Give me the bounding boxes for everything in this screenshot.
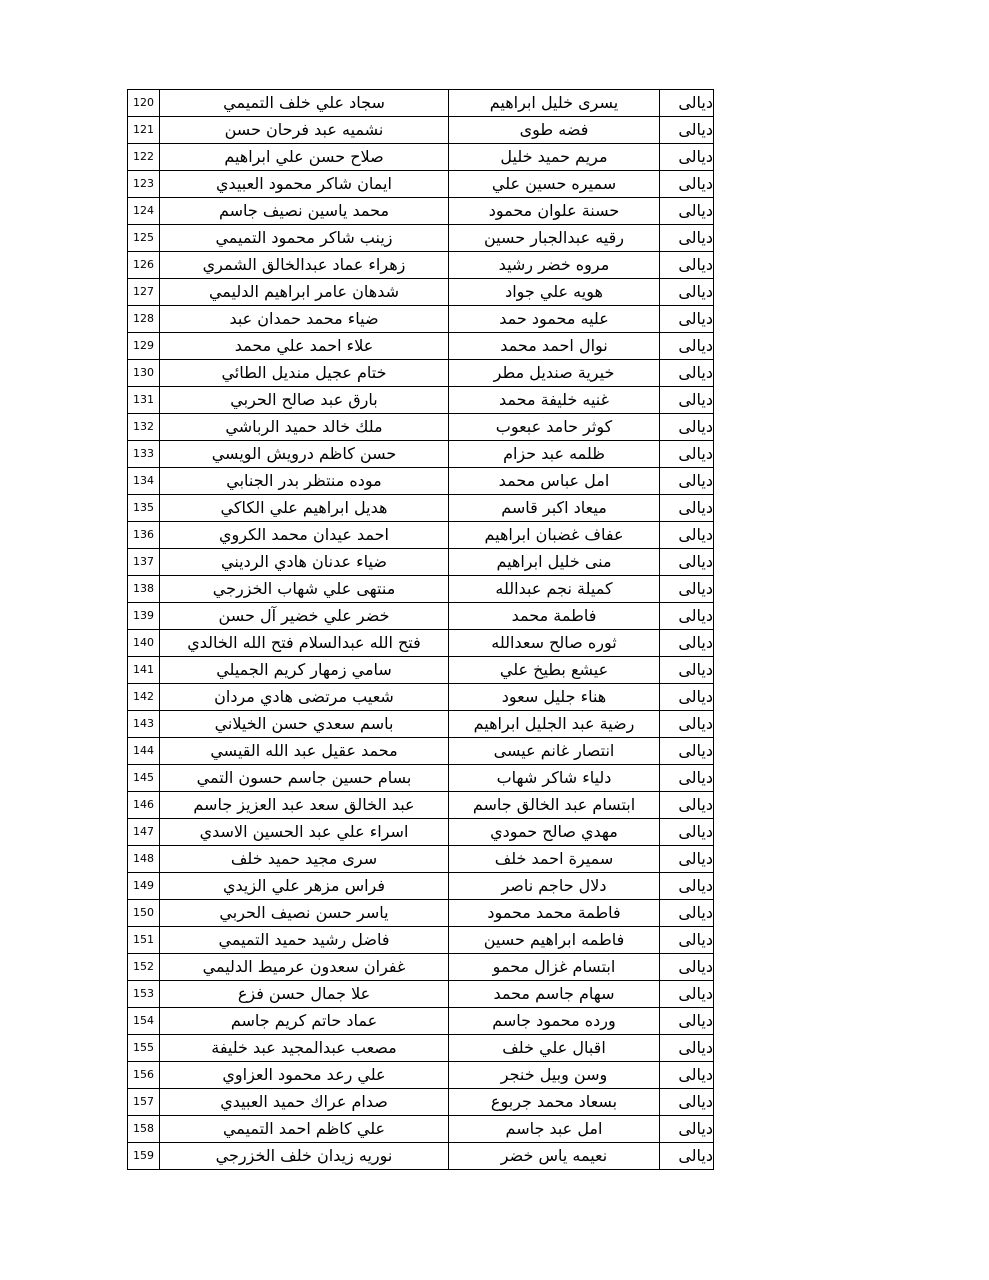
governorate-cell: ديالى [660, 1008, 714, 1035]
person-name-cell: عبد الخالق سعد عبد العزيز جاسم [160, 792, 449, 819]
row-number: 133 [128, 441, 160, 468]
governorate-cell: ديالى [660, 900, 714, 927]
governorate-cell: ديالى [660, 873, 714, 900]
table-row [128, 1089, 714, 1116]
table-row [128, 522, 714, 549]
row-number: 153 [128, 981, 160, 1008]
table-row [128, 387, 714, 414]
row-number: 127 [128, 279, 160, 306]
table-row [128, 873, 714, 900]
person-name-cell: شدهان عامر ابراهيم الدليمي [160, 279, 449, 306]
governorate-cell: ديالى [660, 711, 714, 738]
person-name-cell: نوريه زيدان خلف الخزرجي [160, 1143, 449, 1170]
mother-name-cell: ظلمه عبد حزام [449, 441, 660, 468]
person-name-cell: علا جمال حسن فزع [160, 981, 449, 1008]
row-number: 145 [128, 765, 160, 792]
governorate-cell: ديالى [660, 819, 714, 846]
person-name-cell: احمد عيدان محمد الكروي [160, 522, 449, 549]
row-number: 121 [128, 117, 160, 144]
governorate-cell: ديالى [660, 1089, 714, 1116]
governorate-cell: ديالى [660, 495, 714, 522]
row-number: 137 [128, 549, 160, 576]
mother-name-cell: نعيمه ياس خضر [449, 1143, 660, 1170]
mother-name-cell: اقبال علي خلف [449, 1035, 660, 1062]
row-number: 126 [128, 252, 160, 279]
mother-name-cell: ميعاد اكبر قاسم [449, 495, 660, 522]
row-number: 122 [128, 144, 160, 171]
mother-name-cell: دلياء شاكر شهاب [449, 765, 660, 792]
person-name-cell: شعيب مرتضى هادي مردان [160, 684, 449, 711]
mother-name-cell: بسعاد محمد جربوع [449, 1089, 660, 1116]
governorate-cell: ديالى [660, 1035, 714, 1062]
row-number: 123 [128, 171, 160, 198]
row-number: 135 [128, 495, 160, 522]
person-name-cell: موده منتظر بدر الجنابي [160, 468, 449, 495]
governorate-cell: ديالى [660, 468, 714, 495]
person-name-cell: منتهى علي شهاب الخزرجي [160, 576, 449, 603]
governorate-cell: ديالى [660, 279, 714, 306]
table-row [128, 144, 714, 171]
governorate-cell: ديالى [660, 684, 714, 711]
table-row [128, 360, 714, 387]
governorate-cell: ديالى [660, 846, 714, 873]
mother-name-cell: كوثر حامد عبعوب [449, 414, 660, 441]
mother-name-cell: فاطمه ابراهيم حسين [449, 927, 660, 954]
mother-name-cell: فاطمة محمد [449, 603, 660, 630]
table-row [128, 954, 714, 981]
mother-name-cell: ابتسام عبد الخالق جاسم [449, 792, 660, 819]
governorate-cell: ديالى [660, 144, 714, 171]
row-number: 157 [128, 1089, 160, 1116]
person-name-cell: ياسر حسن نصيف الحربي [160, 900, 449, 927]
person-name-cell: صلاح حسن علي ابراهيم [160, 144, 449, 171]
person-name-cell: سامي زمهار كريم الجميلي [160, 657, 449, 684]
person-name-cell: نشميه عبد فرحان حسن [160, 117, 449, 144]
person-name-cell: زهراء عماد عبدالخالق الشمري [160, 252, 449, 279]
governorate-cell: ديالى [660, 117, 714, 144]
governorate-cell: ديالى [660, 360, 714, 387]
table-row [128, 549, 714, 576]
mother-name-cell: فضه طوى [449, 117, 660, 144]
governorate-cell: ديالى [660, 198, 714, 225]
table-row [128, 1116, 714, 1143]
governorate-cell: ديالى [660, 252, 714, 279]
mother-name-cell: امل عبد جاسم [449, 1116, 660, 1143]
row-number: 148 [128, 846, 160, 873]
governorate-cell: ديالى [660, 441, 714, 468]
row-number: 143 [128, 711, 160, 738]
row-number: 138 [128, 576, 160, 603]
row-number: 159 [128, 1143, 160, 1170]
row-number: 147 [128, 819, 160, 846]
governorate-cell: ديالى [660, 630, 714, 657]
mother-name-cell: هويه علي جواد [449, 279, 660, 306]
person-name-cell: اسراء علي عبد الحسين الاسدي [160, 819, 449, 846]
mother-name-cell: مروه خضر رشيد [449, 252, 660, 279]
row-number: 144 [128, 738, 160, 765]
person-name-cell: حسن كاظم درويش الويسي [160, 441, 449, 468]
person-name-cell: محمد عقيل عبد الله القيسي [160, 738, 449, 765]
mother-name-cell: ورده محمود جاسم [449, 1008, 660, 1035]
row-number: 142 [128, 684, 160, 711]
person-name-cell: عماد حاتم كريم جاسم [160, 1008, 449, 1035]
mother-name-cell: عفاف غضبان ابراهيم [449, 522, 660, 549]
table-row [128, 198, 714, 225]
mother-name-cell: سهام جاسم محمد [449, 981, 660, 1008]
row-number: 155 [128, 1035, 160, 1062]
mother-name-cell: هناء جليل سعود [449, 684, 660, 711]
governorate-cell: ديالى [660, 603, 714, 630]
governorate-cell: ديالى [660, 576, 714, 603]
table-row [128, 252, 714, 279]
row-number: 152 [128, 954, 160, 981]
person-name-cell: علي رعد محمود العزاوي [160, 1062, 449, 1089]
governorate-cell: ديالى [660, 414, 714, 441]
governorate-cell: ديالى [660, 792, 714, 819]
mother-name-cell: سميرة احمد خلف [449, 846, 660, 873]
governorate-cell: ديالى [660, 522, 714, 549]
governorate-cell: ديالى [660, 387, 714, 414]
table-row [128, 792, 714, 819]
names-table [127, 89, 714, 1170]
person-name-cell: هديل ابراهيم علي الكاكي [160, 495, 449, 522]
row-number: 139 [128, 603, 160, 630]
table-row [128, 171, 714, 198]
governorate-cell: ديالى [660, 549, 714, 576]
table-row [128, 846, 714, 873]
mother-name-cell: فاطمة محمد محمود [449, 900, 660, 927]
person-name-cell: ايمان شاكر محمود العبيدي [160, 171, 449, 198]
table-row [128, 1008, 714, 1035]
table-row [128, 711, 714, 738]
person-name-cell: سجاد علي خلف التميمي [160, 90, 449, 117]
table-body [128, 90, 714, 1170]
table-row [128, 684, 714, 711]
table-row [128, 738, 714, 765]
mother-name-cell: انتصار غانم عيسى [449, 738, 660, 765]
row-number: 124 [128, 198, 160, 225]
mother-name-cell: غنيه خليفة محمد [449, 387, 660, 414]
mother-name-cell: خيرية صنديل مطر [449, 360, 660, 387]
table-row [128, 441, 714, 468]
row-number: 129 [128, 333, 160, 360]
person-name-cell: سرى مجيد حميد خلف [160, 846, 449, 873]
person-name-cell: غفران سعدون عرميط الدليمي [160, 954, 449, 981]
table-row [128, 765, 714, 792]
table-row [128, 819, 714, 846]
mother-name-cell: مهدي صالح حمودي [449, 819, 660, 846]
person-name-cell: فاضل رشيد حميد التميمي [160, 927, 449, 954]
person-name-cell: بسام حسين جاسم حسون التمي [160, 765, 449, 792]
row-number: 151 [128, 927, 160, 954]
person-name-cell: مصعب عبدالمجيد عبد خليفة [160, 1035, 449, 1062]
table-row [128, 630, 714, 657]
row-number: 154 [128, 1008, 160, 1035]
mother-name-cell: يسرى خليل ابراهيم [449, 90, 660, 117]
row-number: 130 [128, 360, 160, 387]
table-row [128, 279, 714, 306]
governorate-cell: ديالى [660, 738, 714, 765]
mother-name-cell: ابتسام غزال محمو [449, 954, 660, 981]
table-row [128, 468, 714, 495]
governorate-cell: ديالى [660, 954, 714, 981]
governorate-cell: ديالى [660, 765, 714, 792]
governorate-cell: ديالى [660, 981, 714, 1008]
table-row [128, 603, 714, 630]
person-name-cell: ختام عجيل منديل الطائي [160, 360, 449, 387]
mother-name-cell: رضية عبد الجليل ابراهيم [449, 711, 660, 738]
mother-name-cell: عيشع بطيخ علي [449, 657, 660, 684]
table-row [128, 900, 714, 927]
row-number: 146 [128, 792, 160, 819]
mother-name-cell: عليه محمود حمد [449, 306, 660, 333]
row-number: 131 [128, 387, 160, 414]
governorate-cell: ديالى [660, 1116, 714, 1143]
governorate-cell: ديالى [660, 1062, 714, 1089]
mother-name-cell: حسنة علوان محمود [449, 198, 660, 225]
person-name-cell: ضياء محمد حمدان عبد [160, 306, 449, 333]
governorate-cell: ديالى [660, 333, 714, 360]
mother-name-cell: امل عباس محمد [449, 468, 660, 495]
person-name-cell: خضر علي خضير آل حسن [160, 603, 449, 630]
mother-name-cell: رقيه عبدالجبار حسين [449, 225, 660, 252]
governorate-cell: ديالى [660, 225, 714, 252]
mother-name-cell: نوال احمد محمد [449, 333, 660, 360]
person-name-cell: بارق عبد صالح الحربي [160, 387, 449, 414]
table-row [128, 576, 714, 603]
person-name-cell: ضياء عدنان هادي الرديني [160, 549, 449, 576]
row-number: 136 [128, 522, 160, 549]
governorate-cell: ديالى [660, 1143, 714, 1170]
table-row [128, 1035, 714, 1062]
row-number: 150 [128, 900, 160, 927]
mother-name-cell: سميره حسين علي [449, 171, 660, 198]
row-number: 125 [128, 225, 160, 252]
governorate-cell: ديالى [660, 657, 714, 684]
table-row [128, 927, 714, 954]
person-name-cell: ملك خالد حميد الرباشي [160, 414, 449, 441]
row-number: 149 [128, 873, 160, 900]
table-row [128, 414, 714, 441]
row-number: 156 [128, 1062, 160, 1089]
table-row [128, 90, 714, 117]
row-number: 140 [128, 630, 160, 657]
person-name-cell: صدام عراك حميد العبيدي [160, 1089, 449, 1116]
row-number: 128 [128, 306, 160, 333]
row-number: 120 [128, 90, 160, 117]
table-row [128, 306, 714, 333]
row-number: 134 [128, 468, 160, 495]
person-name-cell: علي كاظم احمد التميمي [160, 1116, 449, 1143]
table-row [128, 117, 714, 144]
mother-name-cell: وسن وبيل خنجر [449, 1062, 660, 1089]
table-row [128, 495, 714, 522]
row-number: 158 [128, 1116, 160, 1143]
table-row [128, 1062, 714, 1089]
table-row [128, 981, 714, 1008]
person-name-cell: زينب شاكر محمود التميمي [160, 225, 449, 252]
person-name-cell: فراس مزهر علي الزيدي [160, 873, 449, 900]
person-name-cell: علاء احمد علي محمد [160, 333, 449, 360]
mother-name-cell: ثوره صالح سعدالله [449, 630, 660, 657]
row-number: 132 [128, 414, 160, 441]
table-row [128, 1143, 714, 1170]
person-name-cell: فتح الله عبدالسلام فتح الله الخالدي [160, 630, 449, 657]
person-name-cell: محمد ياسين نصيف جاسم [160, 198, 449, 225]
mother-name-cell: كميلة نجم عبدالله [449, 576, 660, 603]
table-row [128, 333, 714, 360]
row-number: 141 [128, 657, 160, 684]
person-name-cell: باسم سعدي حسن الخيلاني [160, 711, 449, 738]
governorate-cell: ديالى [660, 171, 714, 198]
mother-name-cell: مريم حميد خليل [449, 144, 660, 171]
governorate-cell: ديالى [660, 927, 714, 954]
table-row [128, 225, 714, 252]
table-row [128, 657, 714, 684]
mother-name-cell: منى خليل ابراهيم [449, 549, 660, 576]
mother-name-cell: دلال حاجم ناصر [449, 873, 660, 900]
governorate-cell: ديالى [660, 306, 714, 333]
governorate-cell: ديالى [660, 90, 714, 117]
